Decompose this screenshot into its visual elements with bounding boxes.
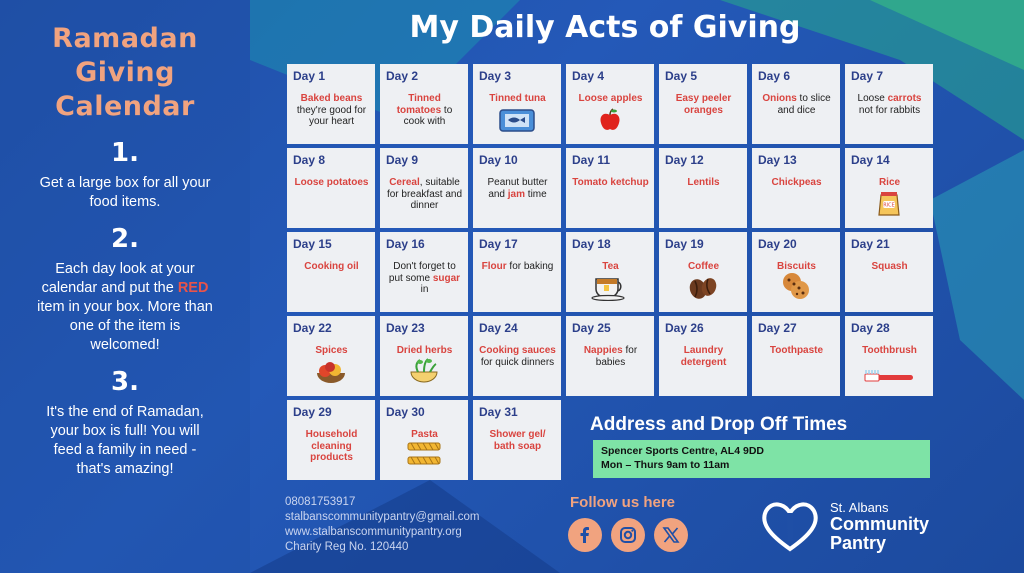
day-item-text: [758, 177, 835, 189]
day-label: Day 31: [479, 405, 518, 419]
rice-bag-icon: [876, 189, 902, 222]
day-label: Day 1: [293, 69, 326, 83]
address-box: [593, 440, 930, 478]
step-text: [36, 260, 214, 355]
red-item: Toothbrush: [862, 345, 917, 356]
day-label: Day 13: [758, 153, 797, 167]
day-cell: [287, 64, 375, 144]
red-item: Toothpaste: [769, 345, 824, 356]
day-item-text: [758, 93, 835, 116]
day-item-text: [293, 345, 370, 357]
day-label: Day 2: [386, 69, 419, 83]
follow-label: Follow us here: [570, 494, 676, 511]
day-item-text: [758, 345, 835, 357]
day-cell: [287, 232, 375, 312]
instagram-icon[interactable]: [611, 518, 645, 552]
item-note: for babies: [595, 345, 638, 368]
day-item-text: [386, 429, 463, 441]
item-note: Loose: [857, 93, 888, 104]
day-label: Day 3: [479, 69, 512, 83]
day-label: Day 5: [665, 69, 698, 83]
day-label: Day 22: [293, 321, 332, 335]
red-item: Lentils: [687, 177, 720, 188]
red-item: Easy peeler oranges: [675, 93, 732, 116]
day-item-text: [293, 93, 370, 128]
svg-text:RICE: RICE: [883, 202, 895, 209]
hours-line: Mon – Thurs 9am to 11am: [601, 459, 730, 471]
red-item: jam: [507, 188, 526, 200]
red-item: Loose apples: [578, 93, 643, 104]
day-label: Day 25: [572, 321, 611, 335]
day-item-text: [386, 177, 463, 212]
day-item-text: [479, 429, 556, 452]
day-cell: [473, 148, 561, 228]
contact-info: [285, 495, 479, 555]
item-note: time: [525, 188, 547, 200]
day-item-text: [479, 177, 556, 200]
red-item: Spices: [315, 345, 348, 356]
website-link[interactable]: www.stalbanscommunitypantry.org: [285, 526, 462, 538]
day-cell: [752, 64, 840, 144]
day-item-text: [665, 93, 742, 116]
day-label: Day 27: [758, 321, 797, 335]
day-item-text: [851, 93, 928, 116]
day-label: Day 14: [851, 153, 890, 167]
day-label: Day 20: [758, 237, 797, 251]
day-cell: [845, 316, 933, 396]
day-cell: [473, 316, 561, 396]
instructions-panel: [0, 0, 250, 573]
x-icon[interactable]: [654, 518, 688, 552]
day-item-text: [572, 345, 649, 368]
item-note: Don't forget to put some: [388, 261, 456, 284]
day-label: Day 18: [572, 237, 611, 251]
step-text: Get a large box for all your food items.: [39, 175, 211, 210]
calendar-title-line: Ramadan: [52, 23, 198, 54]
step-number: 1.: [111, 138, 139, 168]
red-item: Tomato ketchup: [572, 177, 649, 188]
day-cell: [380, 316, 468, 396]
red-item: Pasta: [411, 429, 438, 440]
tuna-can-icon: [499, 107, 535, 138]
red-item: Flour: [481, 261, 507, 272]
item-note: they're good for your heart: [296, 104, 367, 127]
day-item-text: [572, 261, 649, 273]
item-note: not for rabbits: [858, 104, 921, 116]
main-title: My Daily Acts of Giving: [409, 10, 801, 45]
pasta-icon: [407, 441, 441, 474]
day-cell: [380, 232, 468, 312]
day-item-text: [572, 93, 649, 105]
item-note: to cook with: [403, 104, 453, 127]
red-item: Loose potatoes: [294, 177, 369, 188]
day-label: Day 21: [851, 237, 890, 251]
day-item-text: [293, 429, 370, 464]
day-item-text: [386, 93, 463, 128]
day-cell: [659, 232, 747, 312]
red-item: Rice: [878, 177, 901, 188]
day-cell: [845, 148, 933, 228]
day-label: Day 24: [479, 321, 518, 335]
email-link[interactable]: stalbanscommunitypantry@gmail.com: [285, 511, 480, 523]
day-cell: [473, 400, 561, 480]
day-item-text: [479, 345, 556, 368]
day-item-text: [851, 261, 928, 273]
day-label: Day 29: [293, 405, 332, 419]
day-item-text: [851, 177, 928, 189]
day-cell: [380, 400, 468, 480]
day-label: Day 6: [758, 69, 791, 83]
day-item-text: [665, 345, 742, 368]
spices-bowl-icon: [315, 359, 347, 390]
phone-number[interactable]: 08081753917: [285, 496, 356, 508]
red-item: Baked beans: [300, 93, 363, 104]
apple-icon: [597, 107, 623, 138]
day-item-text: [293, 177, 370, 189]
red-item: Coffee: [687, 261, 720, 272]
logo-line: Pantry: [830, 533, 887, 553]
calendar-title-line: Calendar: [55, 91, 195, 122]
teacup-icon: [590, 273, 630, 306]
red-item: Shower gel/ bath soap: [489, 429, 546, 452]
address-title: Address and Drop Off Times: [590, 414, 848, 435]
day-label: Day 7: [851, 69, 884, 83]
day-cell: [566, 64, 654, 144]
red-item: Dried herbs: [396, 345, 453, 356]
day-cell: [659, 64, 747, 144]
day-cell: [566, 148, 654, 228]
day-item-text: [665, 177, 742, 189]
red-item: Biscuits: [777, 261, 816, 272]
day-label: Day 8: [293, 153, 326, 167]
red-item: Tinned tomatoes: [396, 93, 442, 116]
day-label: Day 23: [386, 321, 425, 335]
red-keyword: RED: [177, 280, 209, 296]
day-cell: [566, 232, 654, 312]
day-cell: [287, 148, 375, 228]
day-item-text: [386, 345, 463, 357]
step-number: 2.: [111, 224, 139, 254]
day-cell: [752, 232, 840, 312]
day-item-text: [665, 261, 742, 273]
address-line: Spencer Sports Centre, AL4 9DD: [601, 445, 764, 457]
red-item: Tea: [602, 261, 619, 272]
step-text-part: Each day look at your calendar and put the: [41, 261, 195, 296]
day-cell: [845, 64, 933, 144]
day-cell: [845, 232, 933, 312]
day-item-text: [851, 345, 928, 357]
pantry-logo-text: [830, 500, 929, 553]
item-note: for baking: [506, 261, 554, 272]
day-cell: [566, 316, 654, 396]
day-label: Day 30: [386, 405, 425, 419]
day-cell: [659, 148, 747, 228]
item-note: in: [420, 284, 429, 295]
day-cell: [287, 400, 375, 480]
calendar-title: [0, 22, 250, 124]
day-item-text: [479, 93, 556, 105]
day-item-text: [479, 261, 556, 273]
calendar-title-line: Giving: [75, 57, 175, 88]
step-text-part: item in your box. More than one of the item is welcomed!: [37, 299, 213, 353]
day-label: Day 11: [572, 153, 611, 167]
logo-line: St. Albans: [830, 500, 889, 515]
red-item: Onions: [762, 93, 797, 104]
cookie-icon: [781, 271, 811, 306]
red-item: Laundry detergent: [680, 345, 727, 368]
red-item: Cereal: [389, 177, 420, 188]
red-item: Cooking oil: [304, 261, 359, 272]
day-cell: [659, 316, 747, 396]
item-note: Peanut butter and: [487, 177, 548, 200]
day-cell: [473, 64, 561, 144]
logo-line: Community: [830, 514, 929, 534]
red-item: Tinned tuna: [489, 93, 546, 104]
day-label: Day 28: [851, 321, 890, 335]
day-label: Day 9: [386, 153, 419, 167]
day-cell: [287, 316, 375, 396]
day-cell: [380, 148, 468, 228]
day-label: Day 17: [479, 237, 518, 251]
day-label: Day 19: [665, 237, 704, 251]
herbs-bowl-icon: [408, 357, 440, 390]
toothbrush-icon: [863, 369, 915, 390]
day-label: Day 12: [665, 153, 704, 167]
day-cell: [380, 64, 468, 144]
red-item: Household cleaning products: [305, 429, 358, 463]
day-cell: [473, 232, 561, 312]
day-item-text: [293, 261, 370, 273]
day-item-text: [386, 261, 463, 296]
red-item: sugar: [432, 272, 461, 284]
red-item: Squash: [871, 261, 908, 272]
item-note: to slice and dice: [777, 93, 831, 116]
charity-number: Charity Reg No. 120440: [285, 541, 409, 553]
day-cell: [752, 148, 840, 228]
day-item-text: [572, 177, 649, 189]
step-number: 3.: [111, 367, 139, 397]
day-label: Day 26: [665, 321, 704, 335]
red-item: Chickpeas: [771, 177, 822, 188]
step-text: It's the end of Ramadan, your box is full! You will feed a family in need - that's amazing!: [46, 404, 204, 477]
coffee-beans-icon: [687, 275, 719, 306]
red-item: Nappies: [583, 345, 623, 356]
item-note: , suitable for breakfast and dinner: [386, 177, 463, 211]
day-label: Day 16: [386, 237, 425, 251]
item-note: for quick dinners: [480, 356, 555, 368]
day-label: Day 10: [479, 153, 518, 167]
day-cell: [752, 316, 840, 396]
facebook-icon[interactable]: [568, 518, 602, 552]
red-item: carrots: [887, 93, 922, 104]
red-item: Cooking sauces: [479, 345, 556, 356]
day-label: Day 15: [293, 237, 332, 251]
day-label: Day 4: [572, 69, 605, 83]
